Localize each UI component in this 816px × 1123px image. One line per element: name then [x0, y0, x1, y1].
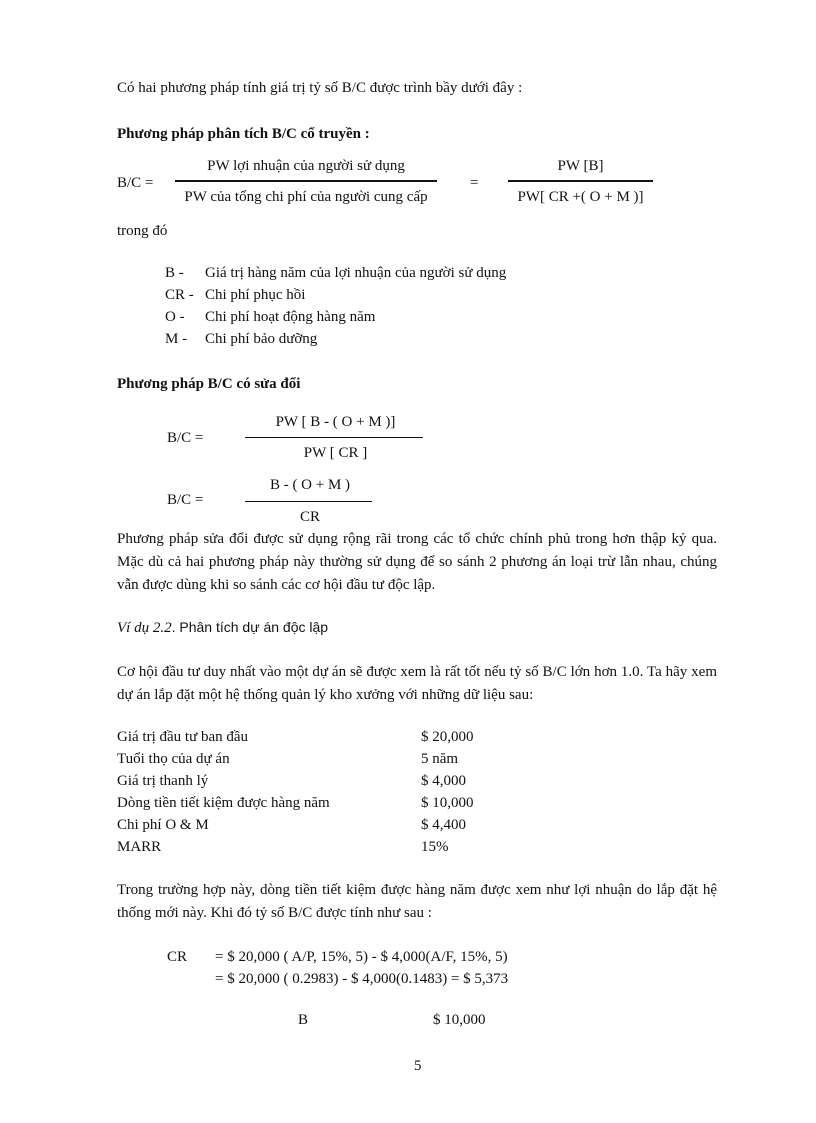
definition-symbol: O - [165, 309, 185, 325]
conventional-numerator: PW lợi nhuận của người sử dụng [207, 158, 405, 174]
data-row [117, 794, 474, 813]
data-label: Dòng tiền tiết kiệm được hàng năm [117, 795, 330, 811]
conventional-numerator-2: PW [B] [557, 158, 604, 174]
data-row [117, 838, 449, 857]
intro-text: Có hai phương pháp tính giá trị tỷ số B/C được trình bầy dưới đây : [117, 80, 523, 96]
conventional-fraction-bar-2 [508, 180, 653, 182]
definition-symbol: M - [165, 331, 188, 347]
definition-item [165, 330, 317, 349]
data-row [117, 816, 466, 835]
example-label: Ví dụ 2.2 [117, 620, 172, 636]
data-value: 5 năm [421, 751, 459, 767]
definition-symbol: B - [165, 265, 184, 281]
definition-item [165, 308, 375, 327]
modified-f2-lhs: B/C = [167, 492, 204, 508]
conventional-equals: = [470, 175, 479, 191]
example-heading [117, 618, 328, 638]
conventional-heading: Phương pháp phân tích B/C cổ truyền : [117, 126, 370, 142]
data-label: MARR [117, 839, 162, 855]
calc-b-label: B [298, 1012, 309, 1028]
data-value: $ 4,400 [421, 817, 466, 833]
definition-text: Chi phí hoạt động hàng năm [205, 309, 376, 325]
definition-text: Chi phí bảo dưỡng [205, 331, 318, 347]
data-label: Tuổi thọ của dự án [117, 751, 230, 767]
data-row [117, 750, 458, 769]
modified-f1-denominator: PW [ CR ] [303, 445, 368, 461]
data-row [117, 772, 466, 791]
calc-cr-label: CR [167, 949, 188, 965]
data-label: Chi phí O & M [117, 817, 209, 833]
data-value: $ 20,000 [421, 729, 474, 745]
data-value: $ 10,000 [421, 795, 474, 811]
calc-line-1: = $ 20,000 ( A/P, 15%, 5) - $ 4,000(A/F, 15%, 5) [215, 949, 508, 965]
definition-text: Chi phí phục hồi [205, 287, 306, 303]
example-title: . Phân tích dự án độc lập [171, 619, 329, 635]
conventional-denominator: PW của tổng chi phí của người cung cấp [184, 189, 428, 205]
data-label: Giá trị thanh lý [117, 773, 209, 789]
modified-f1-lhs: B/C = [167, 430, 204, 446]
data-label: Giá trị đầu tư ban đầu [117, 729, 249, 745]
paragraph-modified-usage: Phương pháp sửa đổi được sử dụng rộng rãi trong các tổ chức chính phủ trong hơn thập kỷ qua. Mặc dù cả hai phương pháp này thường sử dụng để so sánh 2 phương án loại trừ lẫn nhau, chúng vẫn được dùng khi so sánh các cơ hội đầu tư độc lập. [117, 531, 717, 593]
modified-f1-fraction-bar [245, 437, 423, 438]
conventional-lhs: B/C = [117, 175, 154, 191]
data-value: 15% [421, 839, 449, 855]
calc-line-2: = $ 20,000 ( 0.2983) - $ 4,000(0.1483) = $ 5,373 [215, 971, 509, 987]
conventional-denominator-2: PW[ CR +( O + M )] [517, 189, 644, 205]
data-value: $ 4,000 [421, 773, 466, 789]
paragraph-calculation-intro: Trong trường hợp này, dòng tiền tiết kiệm được hàng năm được xem như lợi nhuận do lắp đặt hệ thống mới này. Khi đó tỷ số B/C được tính như sau : [117, 882, 717, 921]
modified-f2-fraction-bar [245, 501, 372, 502]
data-row [117, 728, 474, 747]
definition-item [165, 286, 305, 305]
where-label: trong đó [117, 223, 168, 239]
calc-b-value: $ 10,000 [433, 1012, 486, 1028]
modified-heading: Phương pháp B/C có sửa đổi [117, 376, 301, 392]
definition-item [165, 264, 506, 283]
page-number: 5 [414, 1058, 422, 1074]
definition-text: Giá trị hàng năm của lợi nhuận của người sử dụng [205, 265, 507, 281]
conventional-fraction-bar [175, 180, 437, 182]
modified-f1-numerator: PW [ B - ( O + M )] [275, 414, 396, 430]
definition-symbol: CR - [165, 287, 194, 303]
modified-f2-numerator: B - ( O + M ) [269, 477, 351, 493]
paragraph-example-intro: Cơ hội đầu tư duy nhất vào một dự án sẽ được xem là rất tốt nếu tỷ số B/C lớn hơn 1.0. Ta hãy xem dự án lắp đặt một hệ thống quản lý kho xưởng với những dữ liệu sau: [117, 664, 717, 703]
modified-f2-denominator: CR [299, 509, 320, 525]
